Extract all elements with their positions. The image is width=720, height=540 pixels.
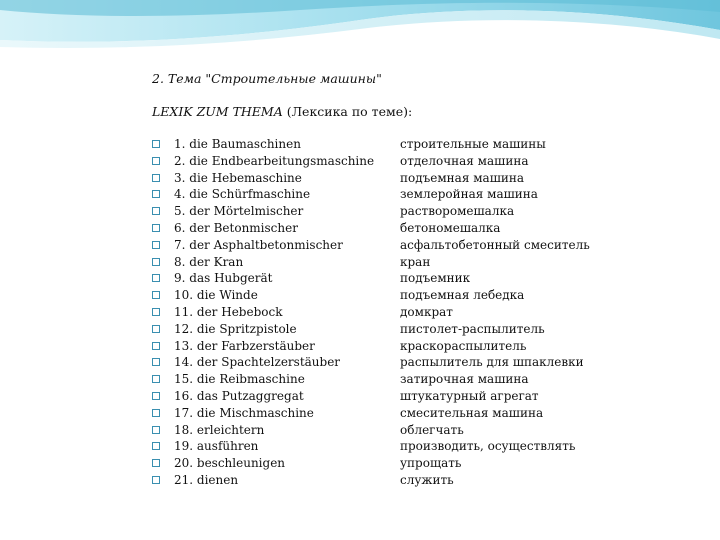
list-item: [152, 371, 672, 388]
list-item: [152, 254, 672, 271]
list-item: [152, 153, 672, 170]
vocabulary-term: 12. die Spritzpistole: [174, 321, 297, 336]
vocabulary-translation: упрощать: [400, 456, 462, 471]
list-item: [152, 287, 672, 304]
vocabulary-term: 20. beschleunigen: [174, 456, 286, 471]
square-bullet-icon: [152, 409, 160, 417]
vocabulary-translation: строительные машины: [400, 137, 546, 151]
square-bullet-icon: [152, 325, 160, 333]
subheading-latin: LEXIK ZUM THEMA: [152, 104, 283, 119]
vocabulary-translation: штукатурный агрегат: [400, 388, 539, 403]
vocabulary-translation: производить, осуществлять: [400, 439, 576, 454]
vocabulary-term: 18. erleichtern: [174, 422, 265, 437]
vocabulary-translation: распылитель для шпаклевки: [400, 355, 584, 370]
vocabulary-term: 16. das Putzaggregat: [174, 388, 304, 403]
list-item: [152, 438, 672, 455]
list-item: [152, 388, 672, 405]
list-item: [152, 270, 672, 287]
square-bullet-icon: [152, 392, 160, 400]
square-bullet-icon: [152, 442, 160, 450]
vocabulary-term: 10. die Winde: [174, 288, 258, 303]
square-bullet-icon: [152, 224, 160, 232]
vocabulary-translation: землеройная машина: [400, 187, 538, 202]
list-item: [152, 220, 672, 237]
vocabulary-term: 13. der Farbzerstäuber: [174, 338, 315, 353]
list-item: [152, 170, 672, 187]
vocabulary-translation: подъемная лебедка: [400, 288, 525, 303]
list-item: [152, 422, 672, 439]
vocabulary-translation: бетономешалка: [400, 220, 501, 235]
square-bullet-icon: [152, 459, 160, 467]
vocabulary-term: 15. die Reibmaschine: [174, 372, 305, 387]
square-bullet-icon: [152, 358, 160, 366]
vocabulary-term: 3. die Hebemaschine: [174, 170, 302, 185]
vocabulary-translation: служить: [400, 472, 454, 487]
vocabulary-translation: пистолет-распылитель: [400, 321, 545, 336]
list-item: [152, 321, 672, 338]
square-bullet-icon: [152, 207, 160, 215]
vocabulary-term: 4. die Schürfmaschine: [174, 187, 311, 202]
square-bullet-icon: [152, 308, 160, 316]
slide-heading: 2. Тема "Строительные машины": [152, 71, 382, 86]
vocabulary-list: [152, 136, 672, 489]
vocabulary-translation: облегчать: [400, 422, 464, 437]
vocabulary-term: 17. die Mischmaschine: [174, 405, 314, 420]
vocabulary-translation: отделочная машина: [400, 153, 529, 168]
square-bullet-icon: [152, 190, 160, 198]
vocabulary-term: 14. der Spachtelzerstäuber: [174, 355, 341, 370]
square-bullet-icon: [152, 426, 160, 434]
vocabulary-term: 6. der Betonmischer: [174, 220, 298, 235]
square-bullet-icon: [152, 291, 160, 299]
vocabulary-translation: подъемная машина: [400, 170, 525, 185]
list-item: [152, 455, 672, 472]
vocabulary-term: 19. ausführen: [174, 439, 259, 454]
vocabulary-term: 7. der Asphaltbetonmischer: [174, 237, 343, 252]
vocabulary-term: 11. der Hebebock: [174, 304, 283, 319]
vocabulary-term: 8. der Kran: [174, 254, 244, 269]
vocabulary-translation: смесительная машина: [400, 405, 544, 420]
vocabulary-translation: домкрат: [400, 304, 453, 319]
list-item: [152, 186, 672, 203]
list-item: [152, 338, 672, 355]
header-wave-decoration: [0, 0, 720, 62]
vocabulary-term: 21. dienen: [174, 472, 239, 487]
vocabulary-term: 2. die Endbearbeitungsmaschine: [174, 153, 375, 168]
vocabulary-translation: растворомешалка: [400, 204, 515, 219]
square-bullet-icon: [152, 241, 160, 249]
list-item: [152, 203, 672, 220]
square-bullet-icon: [152, 476, 160, 484]
square-bullet-icon: [152, 375, 160, 383]
square-bullet-icon: [152, 274, 160, 282]
list-item: [152, 405, 672, 422]
slide-subheading: [152, 104, 412, 119]
list-item: [152, 304, 672, 321]
subheading-rest: (Лексика по теме):: [282, 104, 413, 119]
vocabulary-translation: краскораспылитель: [400, 338, 527, 353]
square-bullet-icon: [152, 174, 160, 182]
square-bullet-icon: [152, 342, 160, 350]
square-bullet-icon: [152, 157, 160, 165]
vocabulary-term: 9. das Hubgerät: [174, 271, 273, 286]
vocabulary-term: 1. die Baumaschinen: [174, 137, 301, 151]
vocabulary-term: 5. der Mörtelmischer: [174, 204, 304, 219]
square-bullet-icon: [152, 140, 160, 148]
list-item: [152, 237, 672, 254]
list-item: [152, 472, 672, 489]
square-bullet-icon: [152, 258, 160, 266]
vocabulary-translation: асфальтобетонный смеситель: [400, 237, 590, 252]
list-item: [152, 136, 672, 153]
vocabulary-translation: затирочная машина: [400, 372, 529, 387]
vocabulary-translation: подъемник: [400, 271, 471, 286]
list-item: [152, 354, 672, 371]
vocabulary-translation: кран: [400, 254, 431, 269]
